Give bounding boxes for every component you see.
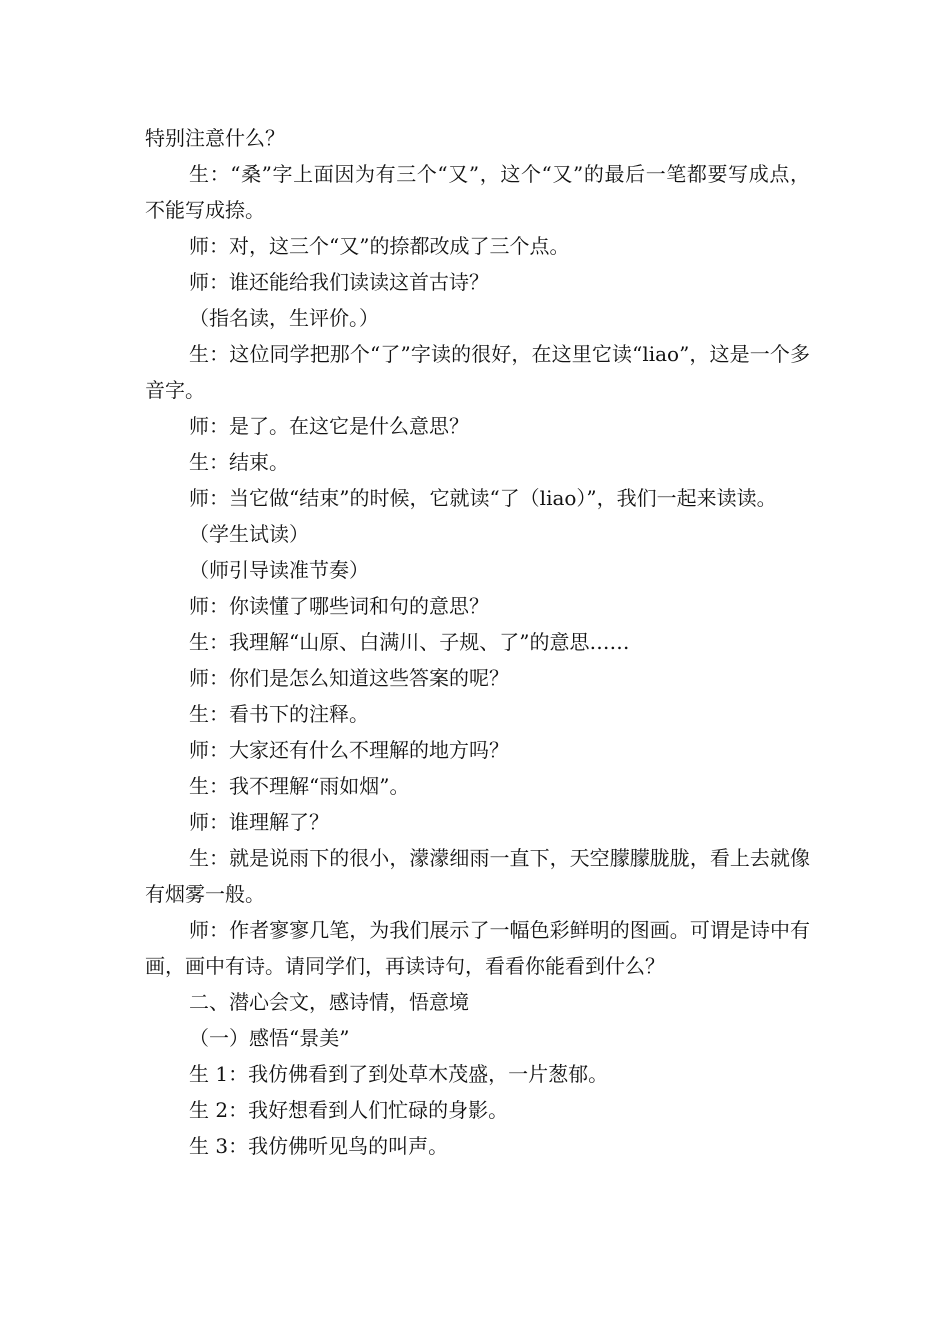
paragraph: （指名读，生评价。） [189, 306, 379, 330]
paragraph: 师：对，这三个“又”的捺都改成了三个点。 [189, 234, 570, 258]
paragraph: 生：这位同学把那个“了”字读的很好，在这里它读“liao”，这是一个多音字。 [145, 342, 810, 402]
paragraph: 师：谁理解了？ [189, 810, 329, 834]
paragraph: 生：就是说雨下的很小，濛濛细雨一直下，天空朦朦胧胧，看上去就像有烟雾一般。 [145, 846, 810, 906]
subsection-heading: （一）感悟“景美” [189, 1026, 350, 1050]
paragraph: 师：你们是怎么知道这些答案的呢？ [189, 666, 509, 690]
paragraph: 师：是了。在这它是什么意思？ [189, 414, 469, 438]
paragraph: 生：看书下的注释。 [189, 702, 369, 726]
paragraph: 生：结束。 [189, 450, 289, 474]
paragraph: （学生试读） [189, 522, 309, 546]
paragraph: 生：我理解“山原、白满川、子规、了”的意思…… [189, 630, 630, 654]
paragraph: 特别注意什么？ [145, 126, 285, 150]
paragraph: 生：我不理解“雨如烟”。 [189, 774, 410, 798]
paragraph: 师：你读懂了哪些词和句的意思？ [189, 594, 489, 618]
paragraph: 生：“桑”字上面因为有三个“又”，这个“又”的最后一笔都要写成点，不能写成捺。 [145, 162, 810, 222]
paragraph: 师：谁还能给我们读读这首古诗？ [189, 270, 489, 294]
section-heading: 二、潜心会文，感诗情，悟意境 [189, 990, 469, 1014]
document-body [145, 120, 810, 1164]
paragraph: 生 1：我仿佛看到了到处草木茂盛，一片葱郁。 [189, 1062, 609, 1086]
paragraph: 生 3：我仿佛听见鸟的叫声。 [189, 1134, 449, 1158]
paragraph: 师：作者寥寥几笔，为我们展示了一幅色彩鲜明的图画。可谓是诗中有画，画中有诗。请同学们，再读诗句，看看你能看到什么？ [145, 918, 810, 978]
paragraph: （师引导读准节奏） [189, 558, 369, 582]
paragraph: 生 2：我好想看到人们忙碌的身影。 [189, 1098, 509, 1122]
paragraph: 师：当它做“结束”的时候，它就读“了（liao）”，我们一起来读读。 [189, 486, 777, 510]
paragraph: 师：大家还有什么不理解的地方吗？ [189, 738, 509, 762]
